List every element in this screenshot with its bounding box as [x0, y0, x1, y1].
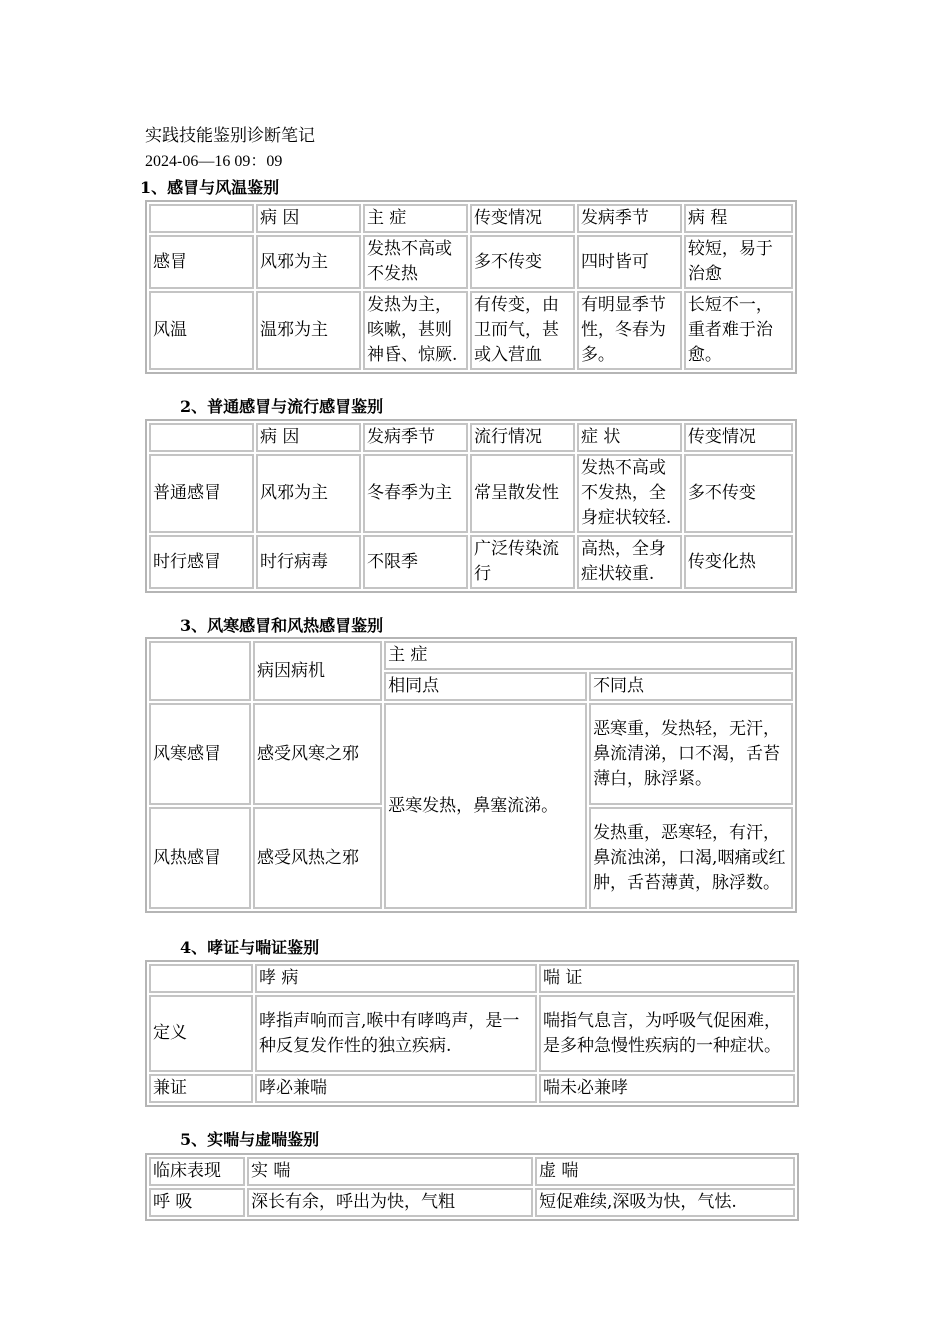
table-cell: 时行病毒: [256, 535, 361, 589]
table-cell: 风寒感冒: [149, 703, 251, 805]
table-header-row: [149, 423, 793, 452]
table-cell: 不限季: [363, 535, 468, 589]
table-cell: 有明显季节性，冬春为多。: [577, 291, 682, 370]
table-cell: 短促难续,深吸为快，气怯.: [535, 1188, 795, 1217]
table-cell: 发热为主，咳嗽，甚则神昏、惊厥.: [363, 291, 468, 370]
table-cell: 发热不高或不发热: [363, 235, 468, 289]
header-cell: 临床表现: [149, 1157, 245, 1186]
table-header-row: [149, 1157, 795, 1186]
table-cell: 温邪为主: [256, 291, 361, 370]
table-row: [149, 235, 793, 289]
cold-vs-wind-warmth-table: [145, 200, 797, 374]
header-cell: 病 程: [684, 204, 793, 233]
header-cell: 流行情况: [470, 423, 575, 452]
table-cell: 定义: [149, 995, 253, 1072]
header-cell: 主 症: [363, 204, 468, 233]
table-cell: 高热，全身症状较重.: [577, 535, 682, 589]
table-cell: 常呈散发性: [470, 454, 575, 533]
section-heading: 2、普通感冒与流行感冒鉴别: [180, 397, 384, 416]
table-cell: 喘未必兼哮: [539, 1074, 795, 1103]
header-cell: [149, 204, 254, 233]
wind-cold-vs-wind-heat-table: [145, 637, 797, 913]
table-row: [149, 1074, 795, 1103]
table-cell: 哮指声响而言,喉中有哮鸣声，是一种反复发作性的独立疾病.: [255, 995, 537, 1072]
table-row: [149, 995, 795, 1072]
table-cell: 发热重，恶寒轻，有汗，鼻流浊涕，口渴,咽痛或红肿，舌苔薄黄，脉浮数。: [589, 807, 793, 909]
table-cell: 有传变，由卫而气，甚或入营血: [470, 291, 575, 370]
table-cell: 时行感冒: [149, 535, 254, 589]
table-cell: 广泛传染流行: [470, 535, 575, 589]
table-row: [149, 454, 793, 533]
header-cell: 传变情况: [470, 204, 575, 233]
header-cell: [149, 964, 253, 993]
table-cell: 传变化热: [684, 535, 793, 589]
section-heading: 1、感冒与风温鉴别: [140, 178, 280, 197]
table-cell: 四时皆可: [577, 235, 682, 289]
header-cell: [149, 423, 254, 452]
header-cell: 病 因: [256, 423, 361, 452]
table-cell: 风邪为主: [256, 454, 361, 533]
table-cell: 风热感冒: [149, 807, 251, 909]
header-cell: 病因病机: [253, 641, 382, 701]
excess-vs-deficiency-dyspnea-table: [145, 1153, 799, 1221]
table-cell: 多不传变: [684, 454, 793, 533]
header-cell: 主 症: [384, 641, 793, 670]
header-cell-empty: [149, 641, 251, 701]
header-cell: 传变情况: [684, 423, 793, 452]
table-cell: 风邪为主: [256, 235, 361, 289]
table-cell: 哮必兼喘: [255, 1074, 537, 1103]
header-cell: 病 因: [256, 204, 361, 233]
document-date: 2024-06—16 09：09: [145, 153, 283, 170]
header-cell: 哮 病: [255, 964, 537, 993]
table-cell: 较短，易于治愈: [684, 235, 793, 289]
table-header-row: [149, 964, 795, 993]
table-header-row: [149, 641, 793, 670]
table-cell: 恶寒发热，鼻塞流涕。: [384, 703, 587, 909]
table-header-row: [149, 204, 793, 233]
common-vs-epidemic-cold-table: [145, 419, 797, 593]
table-cell: 长短不一，重者难于治愈。: [684, 291, 793, 370]
header-cell: 症 状: [577, 423, 682, 452]
table-cell: 兼证: [149, 1074, 253, 1103]
table-cell: 深长有余，呼出为快，气粗: [247, 1188, 533, 1217]
table-row: [149, 535, 793, 589]
document-title: 实践技能鉴别诊断笔记: [145, 126, 315, 146]
table-row: [149, 291, 793, 370]
table-cell: 多不传变: [470, 235, 575, 289]
table-cell: 恶寒重，发热轻，无汗，鼻流清涕，口不渴，舌苔薄白，脉浮紧。: [589, 703, 793, 805]
header-cell: 相同点: [384, 672, 587, 701]
table-cell: 呼 吸: [149, 1188, 245, 1217]
section-heading: 4、哮证与喘证鉴别: [180, 938, 320, 957]
table-row: [149, 703, 793, 805]
table-cell: 发热不高或不发热，全身症状较轻.: [577, 454, 682, 533]
table-cell: 喘指气息言，为呼吸气促困难，是多种急慢性疾病的一种症状。: [539, 995, 795, 1072]
table-cell: 感冒: [149, 235, 254, 289]
section-heading: 3、风寒感冒和风热感冒鉴别: [180, 616, 384, 635]
table-cell: 冬春季为主: [363, 454, 468, 533]
table-row: [149, 1188, 795, 1217]
header-cell: 实 喘: [247, 1157, 533, 1186]
table-cell: 感受风寒之邪: [253, 703, 382, 805]
header-cell: 不同点: [589, 672, 793, 701]
header-cell: 发病季节: [577, 204, 682, 233]
header-cell: 喘 证: [539, 964, 795, 993]
header-cell: 发病季节: [363, 423, 468, 452]
section-heading: 5、实喘与虚喘鉴别: [180, 1130, 320, 1149]
table-cell: 风温: [149, 291, 254, 370]
header-cell: 虚 喘: [535, 1157, 795, 1186]
wheezing-vs-dyspnea-table: [145, 960, 799, 1107]
table-cell: 感受风热之邪: [253, 807, 382, 909]
table-cell: 普通感冒: [149, 454, 254, 533]
